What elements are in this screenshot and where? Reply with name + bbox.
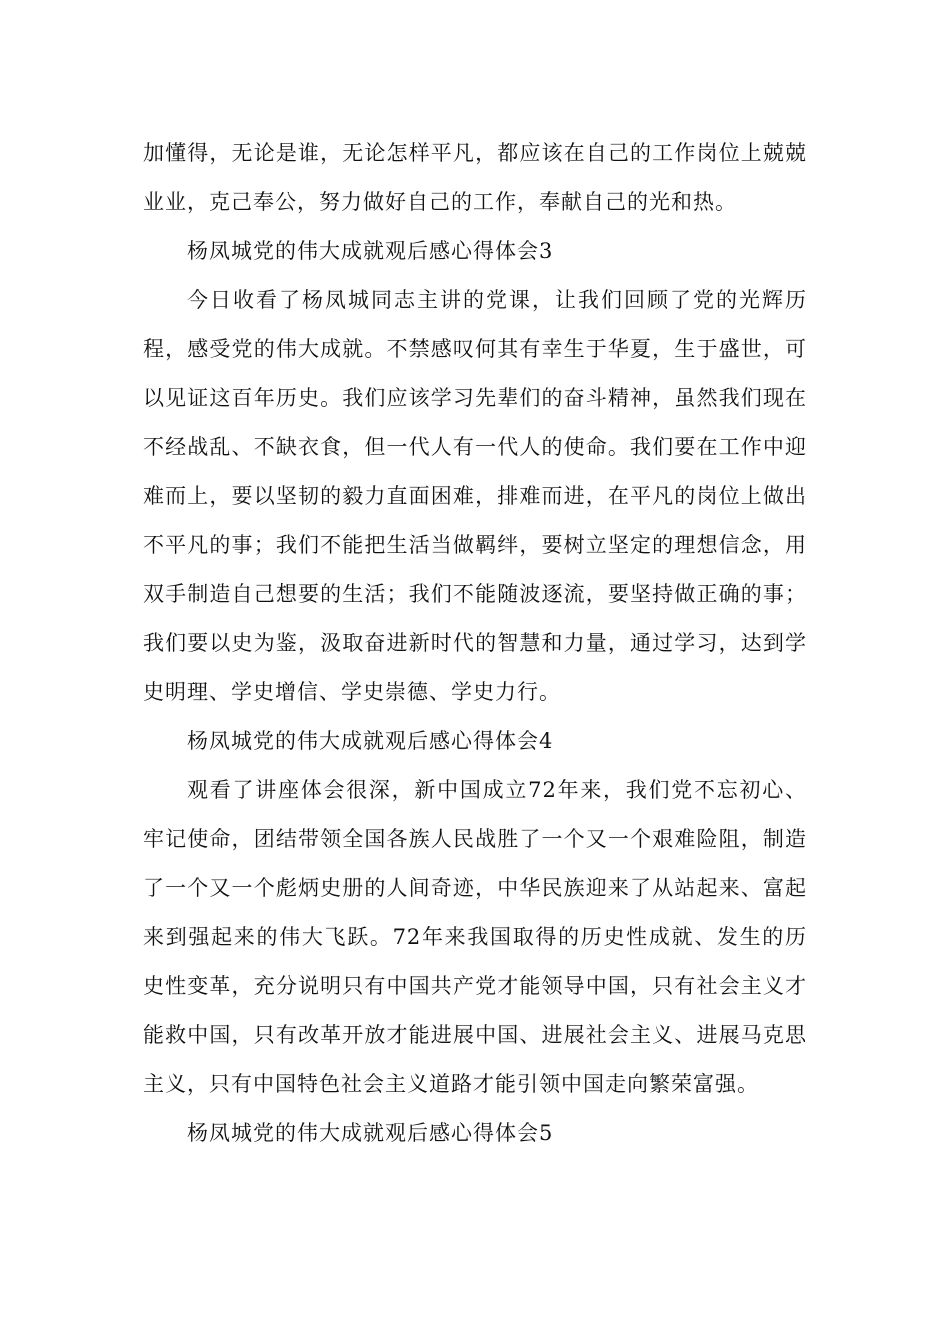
- paragraph-continued: 加懂得，无论是谁，无论怎样平凡，都应该在自己的工作岗位上兢兢业业，克己奉公，努力做好自己的工作，奉献自己的光和热。: [143, 141, 807, 214]
- paragraph-section-4: 观看了讲座体会很深，新中国成立72年来，我们党不忘初心、牢记使命，团结带领全国各族人民战胜了一个又一个艰难险阻，制造了一个又一个彪炳史册的人间奇迹，中华民族迎来了从站起来、富起来到强起来的伟大飞跃。72年来我国取得的历史性成就、发生的历史性变革，充分说明只有中国共产党才能领导中国，只有社会主义才能救中国，只有改革开放才能进展中国、进展社会主义、进展马克思主义，只有中国特色社会主义道路才能引领中国走向繁荣富强。: [143, 778, 807, 1096]
- paragraph-section-3: 今日收看了杨凤城同志主讲的党课，让我们回顾了党的光辉历程，感受党的伟大成就。不禁感叹何其有幸生于华夏，生于盛世，可以见证这百年历史。我们应该学习先辈们的奋斗精神，虽然我们现在不经战乱、不缺衣食，但一代人有一代人的使命。我们要在工作中迎难而上，要以坚韧的毅力直面困难，排难而进，在平凡的岗位上做出不平凡的事；我们不能把生活当做羁绊，要树立坚定的理想信念，用双手制造自己想要的生活；我们不能随波逐流，要坚持做正确的事；我们要以史为鉴，汲取奋进新时代的智慧和力量，通过学习，达到学史明理、学史增信、学史崇德、学史力行。: [143, 288, 807, 704]
- section-heading-3: 杨凤城党的伟大成就观后感心得体会3: [187, 239, 554, 263]
- section-heading-4: 杨凤城党的伟大成就观后感心得体会4: [187, 729, 554, 753]
- section-heading-5: 杨凤城党的伟大成就观后感心得体会5: [187, 1121, 554, 1145]
- document-body: [143, 129, 807, 1158]
